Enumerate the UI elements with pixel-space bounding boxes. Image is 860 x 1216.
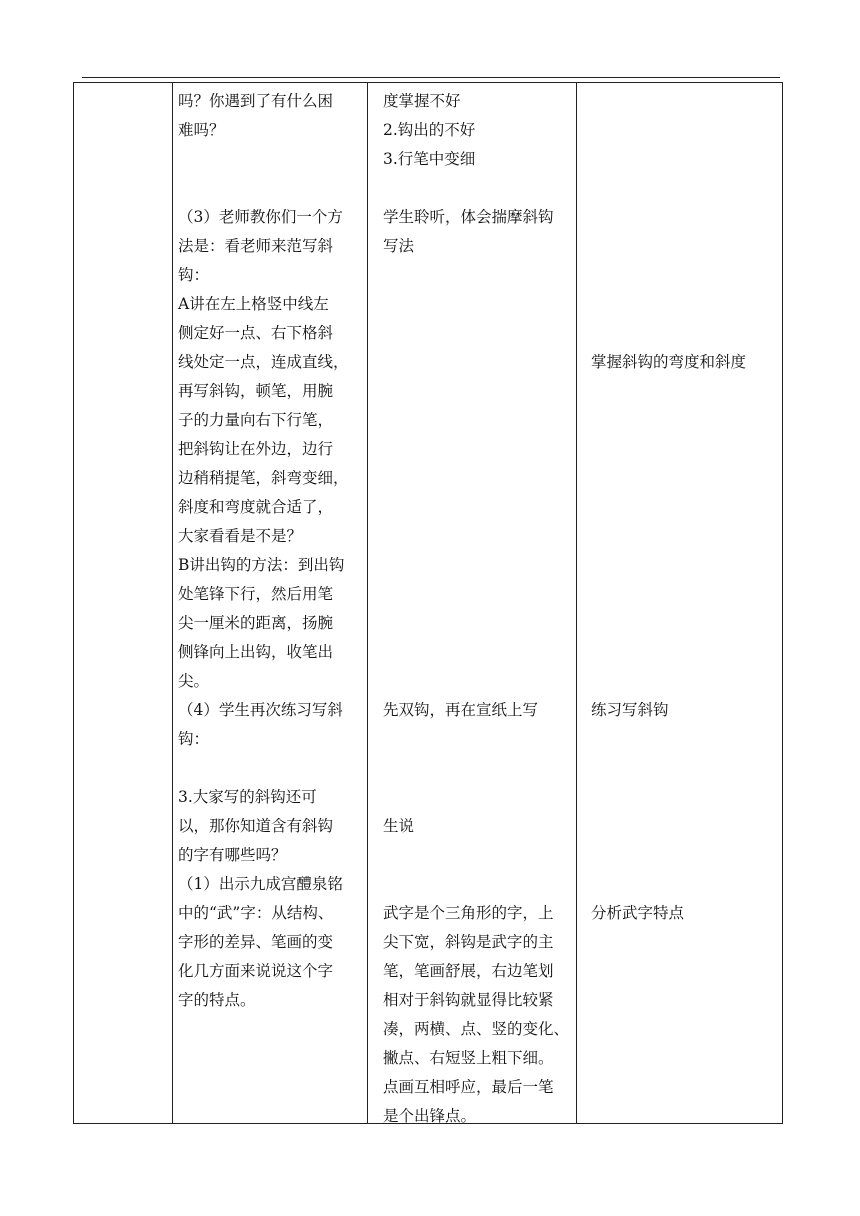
- col2-text-line: 法是：看老师来范写斜: [178, 237, 334, 255]
- lesson-table: [73, 82, 783, 1124]
- col2-text-line: 的字有哪些吗？: [178, 846, 287, 864]
- col3-text-line: 撇点、右短竖上粗下细。: [383, 1049, 554, 1067]
- col3-text-line: 武字是个三角形的字，上: [383, 904, 554, 922]
- col3-text-line: 度掌握不好: [383, 92, 461, 110]
- col4-text-line: 掌握斜钩的弯度和斜度: [591, 353, 747, 371]
- col2-text-line: 化几方面来说说这个字: [178, 962, 334, 980]
- col3-text-line: 写法: [383, 237, 415, 255]
- col2-text-line: （3）老师教你们一个方: [178, 208, 343, 226]
- col3-text-line: 笔，笔画舒展，右边笔划: [383, 962, 554, 980]
- col2-text-line: （1）出示九成宫醴泉铭: [178, 875, 343, 893]
- col2-text-line: 尖。: [178, 672, 210, 690]
- col3-text-line: 3.行笔中变细: [383, 150, 476, 168]
- col3-text-line: 学生聆听，体会揣摩斜钩: [383, 208, 554, 226]
- col3-text-line: 凑，两横、点、竖的变化、: [383, 1020, 570, 1038]
- col2-text-line: 字形的差异、笔画的变: [178, 933, 334, 951]
- col2-text-line: B讲出钩的方法：到出钩: [178, 556, 345, 574]
- col2-text-line: 处笔锋下行，然后用笔: [178, 585, 334, 603]
- col2-text-line: 字的特点。: [178, 991, 256, 1009]
- col3-text-line: 相对于斜钩就显得比较紧: [383, 991, 554, 1009]
- col4-text-line: 分析武字特点: [591, 904, 685, 922]
- col2-text-line: 3.大家写的斜钩还可: [178, 788, 317, 806]
- col2-text-line: 侧定好一点、右下格斜: [178, 324, 334, 342]
- col3-text-line: 2.钩出的不好: [383, 121, 476, 139]
- col2-text-line: 吗？你遇到了有什么困: [178, 92, 334, 110]
- col3-text-line: 生说: [383, 817, 415, 835]
- column-divider: [367, 83, 368, 1123]
- col2-text-line: 边稍稍提笔，斜弯变细，: [178, 469, 349, 487]
- col2-text-line: 把斜钩让在外边，边行: [178, 440, 334, 458]
- col2-text-line: 大家看看是不是？: [178, 527, 303, 545]
- col2-text-line: 钩：: [178, 730, 210, 748]
- col2-text-line: 难吗？: [178, 121, 225, 139]
- header-rule: [82, 77, 780, 78]
- col2-text-line: 中的“武”字：从结构、: [178, 904, 334, 922]
- col3-text-line: 点画互相呼应，最后一笔: [383, 1078, 554, 1096]
- column-divider: [576, 83, 577, 1123]
- col2-text-line: 以，那你知道含有斜钩: [178, 817, 334, 835]
- col2-text-line: 侧锋向上出钩，收笔出: [178, 643, 334, 661]
- col2-text-line: 钩：: [178, 266, 210, 284]
- col2-text-line: A讲在左上格竖中线左: [178, 295, 329, 313]
- col2-text-line: 尖一厘米的距离，扬腕: [178, 614, 334, 632]
- col3-text-line: 是个出锋点。: [383, 1107, 477, 1125]
- col4-text-line: 练习写斜钩: [591, 701, 669, 719]
- col3-text-line: 先双钩，再在宣纸上写: [383, 701, 539, 719]
- col2-text-line: 再写斜钩，顿笔，用腕: [178, 382, 334, 400]
- col2-text-line: 斜度和弯度就合适了，: [178, 498, 334, 516]
- col2-text-line: （4）学生再次练习写斜: [178, 701, 343, 719]
- column-divider: [172, 83, 173, 1123]
- col3-text-line: 尖下宽，斜钩是武字的主: [383, 933, 554, 951]
- col2-text-line: 线处定一点，连成直线，: [178, 353, 349, 371]
- col2-text-line: 子的力量向右下行笔，: [178, 411, 334, 429]
